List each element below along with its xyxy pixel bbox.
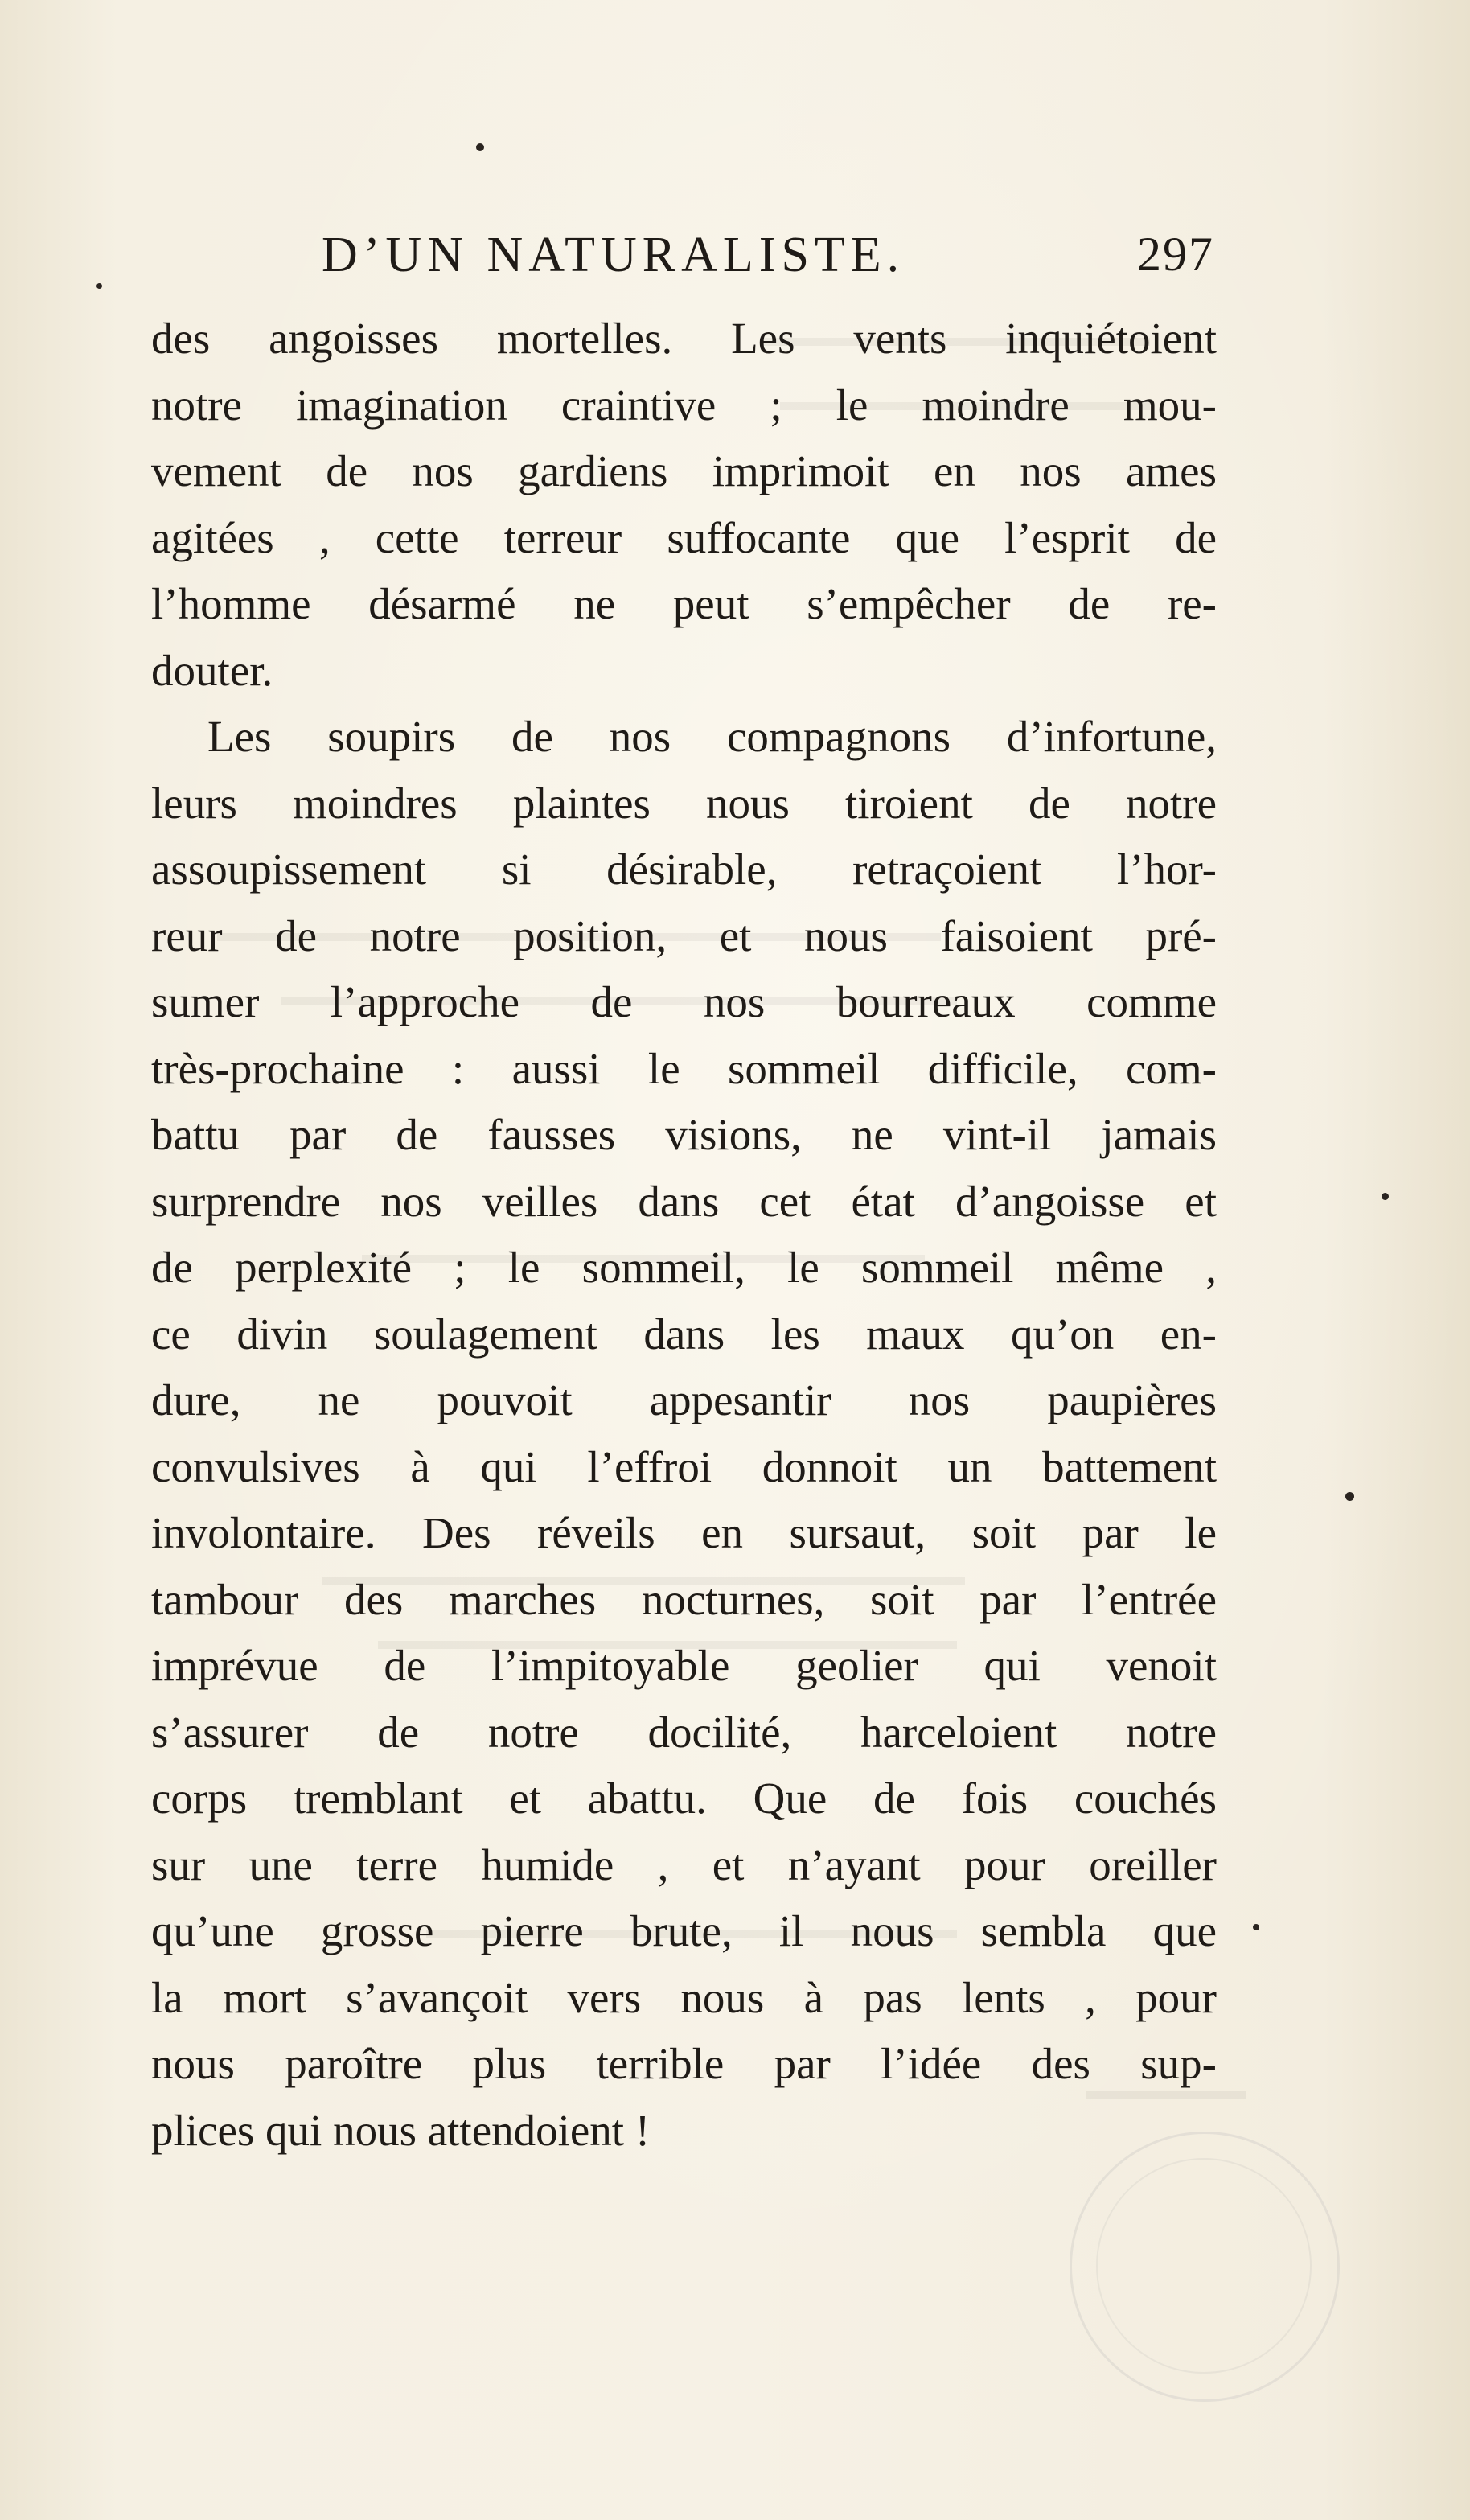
text-line: tambour des marches nocturnes, soit par l’entrée [151,1574,1217,1624]
text-line: très-prochaine : aussi le sommeil difficile, com- [151,1043,1217,1093]
text-line: s’assurer de notre docilité, harceloient notre [151,1707,1217,1757]
ink-speck [1253,1924,1259,1930]
ink-speck [476,143,484,151]
text-line: surprendre nos veilles dans cet état d’angoisse et [151,1176,1217,1226]
ink-speck [1382,1193,1389,1200]
text-line: qu’une grosse pierre brute, il nous sembla que [151,1906,1217,1955]
text-line: reur de notre position, et nous faisoient pré- [151,911,1217,960]
text-line: l’homme désarmé ne peut s’empêcher de re- [151,579,1217,628]
text-line: sumer l’approche de nos bourreaux comme [151,977,1217,1026]
text-line: battu par de fausses visions, ne vint-il jamais [151,1110,1217,1159]
ink-speck [96,283,102,289]
paragraph-start-line: Les soupirs de nos compagnons d’infortune, [207,712,1217,761]
faded-library-stamp [1070,2132,1340,2402]
text-line: plices qui nous attendoient ! [151,2105,651,2155]
text-line: la mort s’avançoit vers nous à pas lents , pour [151,1972,1217,2022]
stamp-inner-ring [1096,2158,1312,2374]
text-line: vement de nos gardiens imprimoit en nos ames [151,446,1217,495]
text-line: notre imagination craintive ; le moindre mou- [151,380,1217,430]
text-line: agitées , cette terreur suffocante que l’esprit de [151,512,1217,562]
page-number: 297 [1137,228,1214,281]
text-line: imprévue de l’impitoyable geolier qui venoit [151,1641,1217,1690]
text-line: de perplexité ; le sommeil, le sommeil même , [151,1243,1217,1292]
body-text [151,306,1217,2164]
text-line: convulsives à qui l’effroi donnoit un battement [151,1441,1217,1491]
text-line: sur une terre humide , et n’ayant pour oreiller [151,1840,1217,1889]
running-title: D’UN NATURALISTE. [322,228,905,282]
text-line: ce divin soulagement dans les maux qu’on en- [151,1309,1217,1359]
running-header [322,227,1214,291]
text-line: douter. [151,645,273,695]
ink-speck [1345,1492,1354,1501]
text-line: leurs moindres plaintes nous tiroient de notre [151,778,1217,828]
text-line: des angoisses mortelles. Les vents inquiétoient [151,314,1217,363]
text-line: dure, ne pouvoit appesantir nos paupières [151,1375,1217,1424]
text-line: nous paroître plus terrible par l’idée des sup- [151,2039,1217,2088]
text-line: assoupissement si désirable, retraçoient l’hor- [151,845,1217,894]
text-line: involontaire. Des réveils en sursaut, soit par le [151,1508,1217,1557]
text-line: corps tremblant et abattu. Que de fois couchés [151,1774,1217,1823]
